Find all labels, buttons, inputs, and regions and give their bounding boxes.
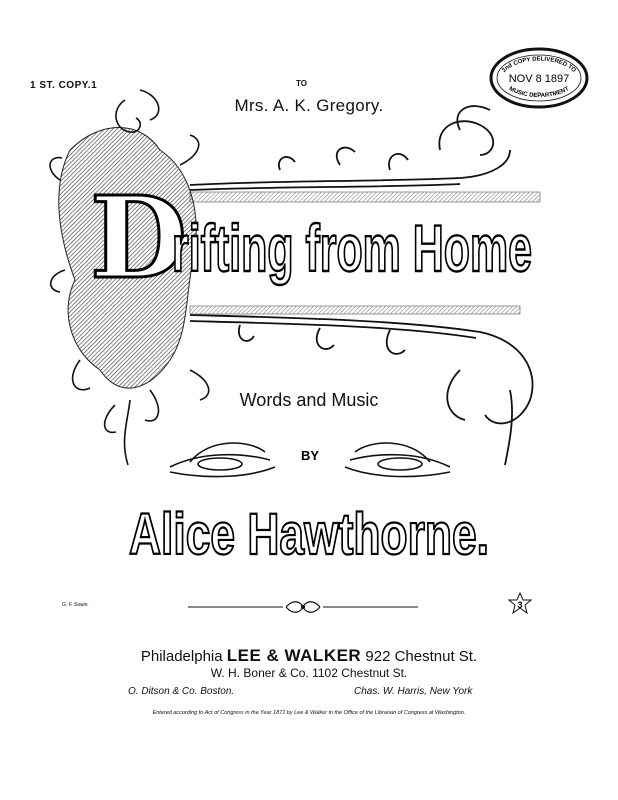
title-initial: D (90, 173, 188, 295)
publisher-city: Philadelphia (140, 648, 223, 665)
author-block (0, 492, 618, 577)
stamp-top-text: 2nd COPY DELIVERED TO (501, 56, 577, 74)
publisher-second-line: W. H. Boner & Co. 1102 Chestnut St. (210, 666, 408, 680)
by-flourish (160, 422, 460, 492)
copy-mark: 1 ST. COPY.1 (30, 80, 98, 91)
publisher-line (0, 646, 618, 666)
dedicatee: Mrs. A. K. Gregory. (234, 96, 384, 115)
title-rest: rifting from Home (172, 211, 532, 285)
by-label: BY (300, 448, 320, 463)
author-name-graphic (0, 492, 618, 572)
copyright-notice: Entered according to Act of Congress in the Year 1871 by Lee & Walker in the Office of the Librarian of Congress at Washington. (152, 710, 466, 716)
dedication-prefix: TO (296, 79, 307, 88)
divider-ornament (188, 597, 418, 617)
publisher-name: LEE & WALKER (226, 646, 362, 665)
publisher-agent-boston: O. Ditson & Co. Boston. (128, 686, 235, 697)
plate-number: 3 (517, 600, 523, 610)
plate-number-star (508, 592, 532, 618)
author-name: Alice Hawthorne. (129, 502, 489, 567)
words-and-music: Words and Music (239, 390, 379, 410)
song-title (80, 165, 540, 295)
engraver-credit: G. F. Swain. (62, 602, 89, 608)
publisher-address: 922 Chestnut St. (365, 648, 478, 665)
stamp-date: NOV 8 1897 (508, 73, 570, 85)
stamp-bottom-text: MUSIC DEPARTMENT (507, 86, 571, 100)
publisher-agent-newyork: Chas. W. Harris, New York (354, 686, 473, 697)
